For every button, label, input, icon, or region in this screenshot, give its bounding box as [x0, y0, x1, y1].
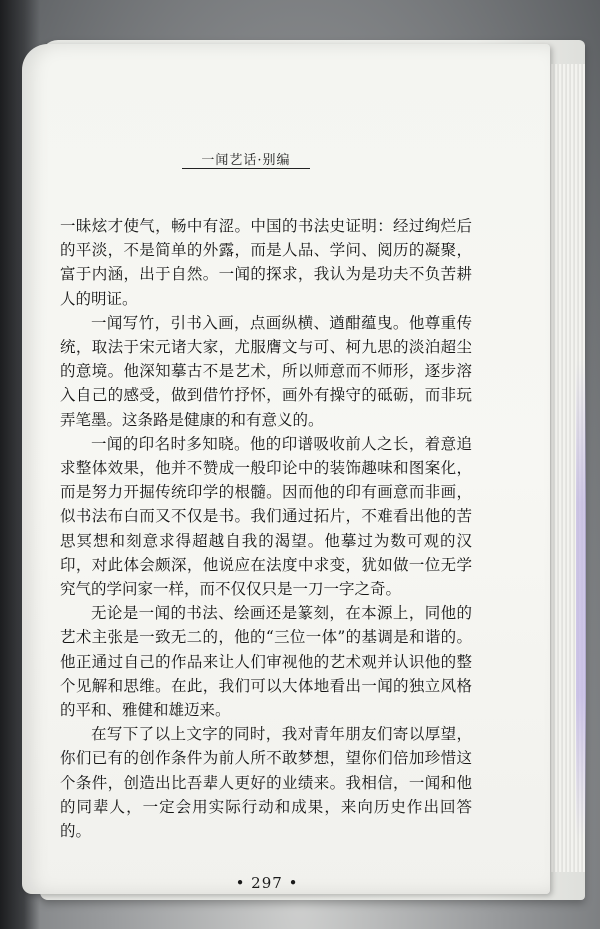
header-rule	[182, 168, 310, 169]
paragraph: 无论是一闻的书法、绘画还是篆刻，在本源上，同他的艺术主张是一致无二的，他的“三位一体”的基调是和谐的。他正通过自己的作品来让人们审视他的艺术观并认识他的整个见解和思维。在此，我们可以大体地看出一闻的独立风格的平和、雅健和雄迈来。	[60, 604, 472, 720]
paragraph: 一昧炫才使气，畅中有涩。中国的书法史证明：经过绚烂后的平淡，不是简单的外露，而是人品、学问、阅历的凝聚，富于内涵，出于自然。一闻的探求，我认为是功夫不负苦耕人的明证。	[60, 217, 472, 308]
paragraph: 一闻写竹，引书入画，点画纵横、遒酣蕴曳。他尊重传统，取法于宋元诸大家，尤服膺文与可、柯九思的淡泊超尘的意境。他深知摹古不是艺术，所以师意而不师形，逐步溶入自己的感受，做到借竹抒怀，画外有操守的砥砺，而非玩弄笔墨。这条路是健康的和有意义的。	[60, 313, 472, 429]
paragraph: 在写下了以上文字的同时，我对青年朋友们寄以厚望，你们已有的创作条件为前人所不敢梦想，望你们倍加珍惜这个条件，创造出比吾辈人更好的业绩来。我相信，一闻和他的同辈人，一定会用实际行动和成果，来向历史作出回答的。	[60, 725, 472, 841]
running-header: 一闻艺话·别编	[201, 153, 291, 168]
page-body	[60, 214, 472, 843]
book-page	[22, 44, 550, 894]
page-number: • 297 •	[235, 874, 299, 892]
paragraph: 一闻的印名时多知晓。他的印谱吸收前人之长，着意追求整体效果，他并不赞成一般印论中的装饰趣味和图案化，而是努力开掘传统印学的根髓。因而他的印有画意而非画，似书法布白而又不仅是书。我们通过拓片，不难看出他的苦思冥想和刻意求得超越自我的渴望。他摹过为数可观的汉印，对此体会颇深，他说应在法度中求变，犹如做一位无学究气的学问家一样，而不仅仅只是一刀一字之奇。	[60, 434, 472, 599]
page-edge-tint	[576, 360, 586, 840]
